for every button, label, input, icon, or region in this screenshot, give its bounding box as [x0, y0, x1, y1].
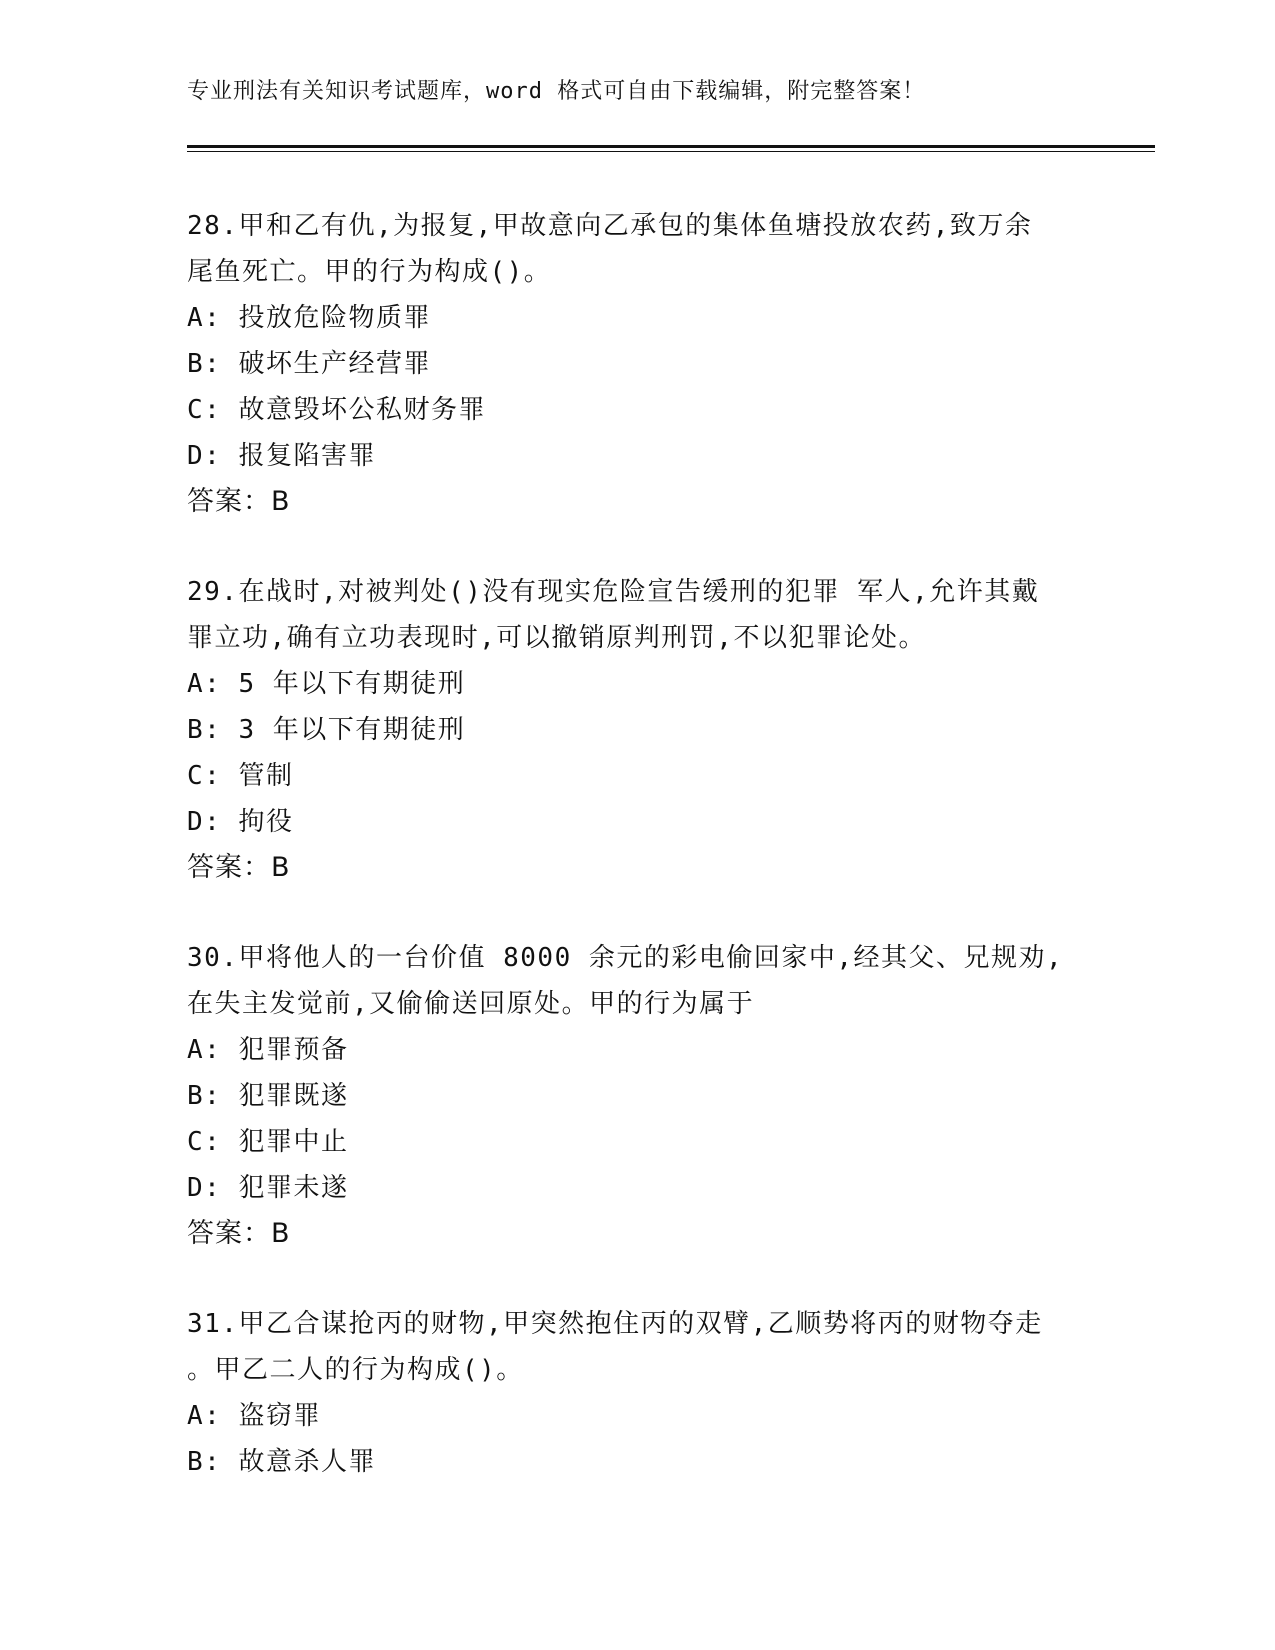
question-stem-line: 30.甲将他人的一台价值 8000 余元的彩电偷回家中,经其父、兄规劝, [187, 943, 1064, 973]
option-a: A: 盗窃罪 [187, 1401, 321, 1431]
option-d: D: 报复陷害罪 [187, 441, 376, 471]
question-stem-line: 尾鱼死亡。甲的行为构成()。 [187, 257, 552, 287]
option-b: B: 故意杀人罪 [187, 1447, 376, 1477]
question-28 [187, 203, 1087, 525]
option-c: C: 犯罪中止 [187, 1127, 349, 1157]
question-stem-line: 28.甲和乙有仇,为报复,甲故意向乙承包的集体鱼塘投放农药,致万余 [187, 211, 1033, 241]
option-a: A: 犯罪预备 [187, 1035, 349, 1065]
question-stem [187, 935, 1067, 1027]
question-stem-line: 。甲乙二人的行为构成()。 [187, 1355, 524, 1385]
answer-line: 答案：B [187, 486, 291, 517]
question-stem-line: 在失主发觉前,又偷偷送回原处。甲的行为属于 [187, 989, 755, 1019]
option-b: B: 犯罪既遂 [187, 1081, 349, 1111]
option-c: C: 管制 [187, 761, 294, 791]
question-stem-line: 29.在战时,对被判处()没有现实危险宣告缓刑的犯罪 军人,允许其戴 [187, 577, 1040, 607]
option-a: A: 5 年以下有期徒刑 [187, 669, 466, 699]
question-stem [187, 203, 1067, 295]
question-30 [187, 935, 1087, 1257]
option-d: D: 犯罪未遂 [187, 1173, 349, 1203]
option-d: D: 拘役 [187, 807, 294, 837]
question-stem [187, 569, 1067, 661]
option-b: B: 破坏生产经营罪 [187, 349, 431, 379]
question-29 [187, 569, 1087, 891]
question-31 [187, 1301, 1087, 1485]
answer-line: 答案：B [187, 852, 291, 883]
option-a: A: 投放危险物质罪 [187, 303, 431, 333]
question-list [187, 203, 1087, 1529]
question-stem-line: 31.甲乙合谋抢丙的财物,甲突然抱住丙的双臂,乙顺势将丙的财物夺走 [187, 1309, 1043, 1339]
question-stem [187, 1301, 1067, 1393]
page-header-title: 专业刑法有关知识考试题库，word 格式可自由下载编辑，附完整答案！ [187, 79, 926, 104]
question-stem-line: 罪立功,确有立功表现时,可以撤销原判刑罚,不以犯罪论处。 [187, 623, 926, 653]
option-c: C: 故意毁坏公私财务罪 [187, 395, 486, 425]
header-divider [187, 145, 1155, 148]
answer-line: 答案：B [187, 1218, 291, 1249]
option-b: B: 3 年以下有期徒刑 [187, 715, 466, 745]
